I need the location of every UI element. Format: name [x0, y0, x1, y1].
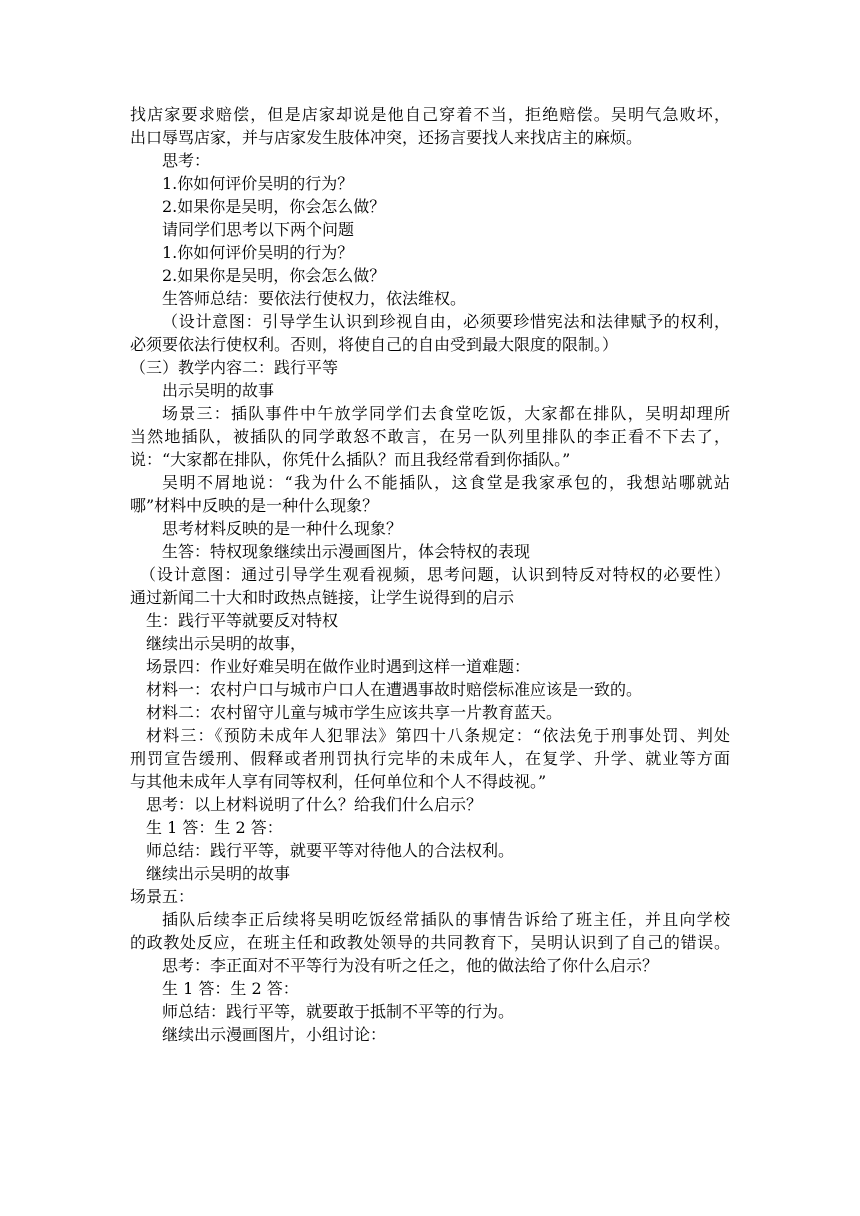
paragraph-line: 生 1 答：生 2 答：: [162, 979, 299, 998]
paragraph-line: 场景四：作业好难吴明在做作业时遇到这样一道难题：: [146, 657, 531, 676]
paragraph-line: 当然地插队，被插队的同学敢怒不敢言，在另一队列里排队的李正看不下去了，: [130, 427, 730, 446]
paragraph-line: 思考：李正面对不平等行为没有听之任之，他的做法给了你什么启示？: [162, 956, 659, 975]
paragraph-line: 材料三：《预防未成年人犯罪法》第四十八条规定：“依法免于刑事处罚、判处: [146, 726, 730, 745]
paragraph-line: 生：践行平等就要反对特权: [146, 611, 339, 630]
paragraph-line: 的政教处反应，在班主任和政教处领导的共同教育下，吴明认识到了自己的错误。: [130, 933, 730, 952]
paragraph-line: 思考材料反映的是一种什么现象？: [162, 519, 403, 538]
paragraph-line: 通过新闻二十大和时政热点链接，让学生说得到的启示: [130, 588, 515, 607]
paragraph-line: 吴明不屑地说：“我为什么不能插队，这食堂是我家承包的，我想站哪就站: [162, 473, 730, 492]
paragraph-line: 说：“大家都在排队，你凭什么插队？而且我经常看到你插队。”: [130, 450, 571, 469]
paragraph-line: 生答：特权现象继续出示漫画图片，体会特权的表现: [162, 542, 531, 561]
paragraph-line: 场景三：插队事件中午放学同学们去食堂吃饭，大家都在排队，吴明却理所: [162, 404, 730, 423]
paragraph-line: 2.如果你是吴明，你会怎么做？: [162, 197, 386, 216]
paragraph-line: 出口辱骂店家，并与店家发生肢体冲突，还扬言要找人来找店主的麻烦。: [130, 128, 643, 147]
paragraph-line: 继续出示漫画图片，小组讨论：: [162, 1025, 387, 1044]
paragraph-line: 思考：: [162, 151, 211, 170]
paragraph-line: （设计意图：引导学生认识到珍视自由，必须要珍惜宪法和法律赋予的权利，: [162, 312, 730, 331]
paragraph-line: 2.如果你是吴明，你会怎么做？: [162, 266, 386, 285]
paragraph-line: 请同学们思考以下两个问题: [162, 220, 355, 239]
paragraph-line: 刑罚宣告缓刑、假释或者刑罚执行完毕的未成年人，在复学、升学、就业等方面: [130, 749, 730, 768]
paragraph-line: （设计意图：通过引导学生观看视频，思考问题，认识到特反对特权的必要性）: [140, 565, 730, 584]
paragraph-line: 继续出示吴明的故事，: [146, 634, 307, 653]
paragraph-line: 哪”材料中反映的是一种什么现象？: [130, 496, 379, 515]
paragraph-line: 场景五：: [130, 887, 195, 906]
paragraph-line: 继续出示吴明的故事: [146, 864, 291, 883]
paragraph-line: 找店家要求赔偿，但是店家却说是他自己穿着不当，拒绝赔偿。吴明气急败坏，: [130, 105, 730, 124]
paragraph-line: 生 1 答：生 2 答：: [146, 818, 283, 837]
paragraph-line: 材料二：农村留守儿童与城市学生应该共享一片教育蓝天。: [146, 703, 563, 722]
paragraph-line: 与其他未成年人享有同等权利，任何单位和个人不得歧视。”: [130, 772, 547, 791]
paragraph-line: 思考：以上材料说明了什么？给我们什么启示？: [146, 795, 483, 814]
paragraph-line: 出示吴明的故事: [162, 381, 275, 400]
paragraph-line: 插队后续李正后续将吴明吃饭经常插队的事情告诉给了班主任，并且向学校: [162, 910, 730, 929]
paragraph-line: 师总结：践行平等，就要敢于抵制不平等的行为。: [162, 1002, 515, 1021]
section-heading: （三）教学内容二：践行平等: [130, 358, 339, 377]
paragraph-line: 生答师总结：要依法行使权力，依法维权。: [162, 289, 467, 308]
paragraph-line: 必须要依法行使权利。否则，将使自己的自由受到最大限度的限制。）: [130, 335, 619, 354]
paragraph-line: 师总结：践行平等，就要平等对待他人的合法权利。: [146, 841, 515, 860]
paragraph-line: 材料一：农村户口与城市户口人在遭遇事故时赔偿标准应该是一致的。: [146, 680, 643, 699]
paragraph-line: 1.你如何评价吴明的行为？: [162, 243, 354, 262]
paragraph-line: 1.你如何评价吴明的行为？: [162, 174, 354, 193]
